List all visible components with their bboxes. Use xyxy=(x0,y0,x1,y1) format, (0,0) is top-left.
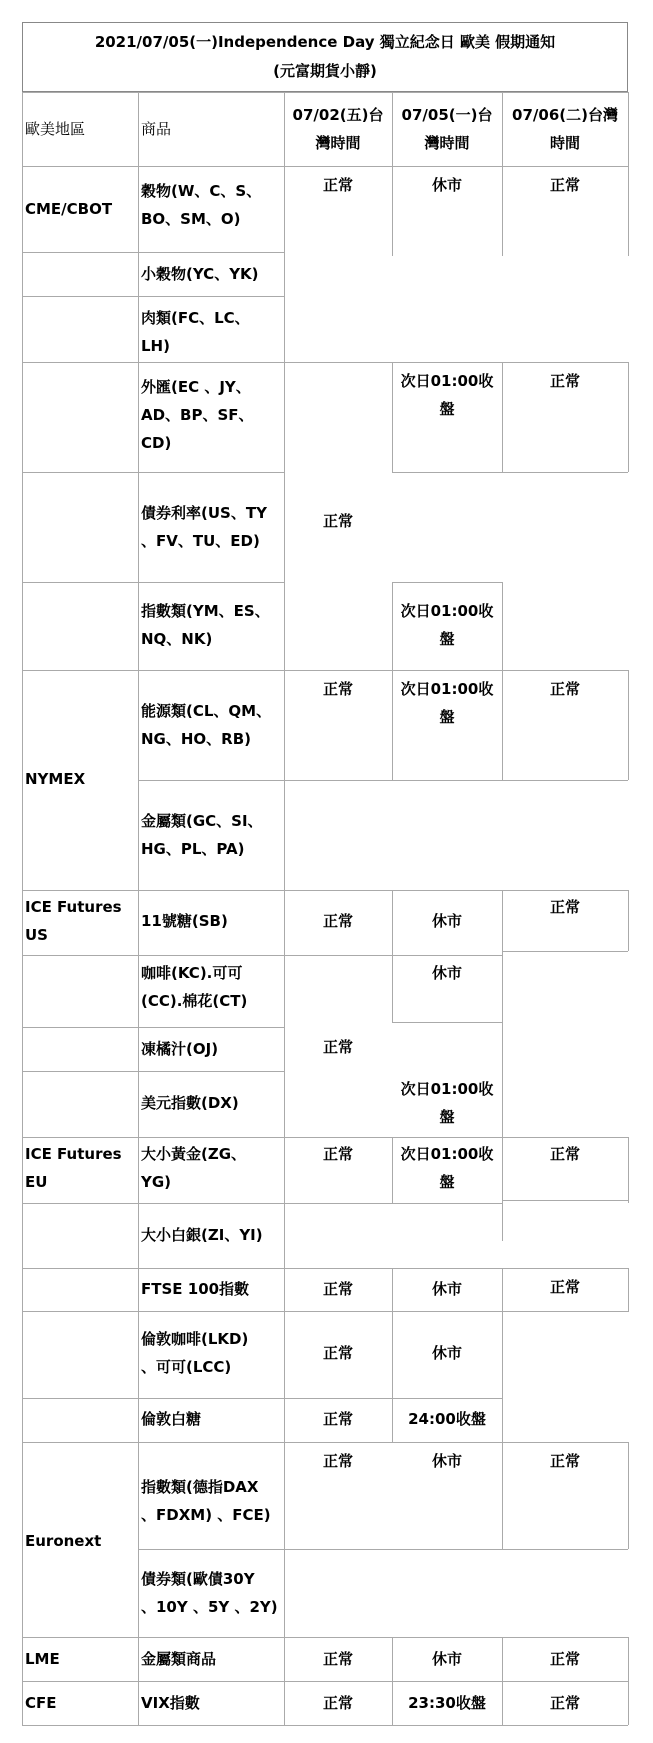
grid-line xyxy=(22,955,502,956)
status-cell: 正常 xyxy=(322,680,354,698)
grid-line xyxy=(138,92,139,1726)
product-gold-line2: YG) xyxy=(141,1173,172,1191)
product-energy-line2: NG、HO、RB) xyxy=(141,730,252,748)
grid-line xyxy=(22,166,628,167)
status-cell: 正常 xyxy=(322,176,354,194)
status-cell: 正常 xyxy=(322,912,354,930)
region-ice-eu-line1: ICE Futures xyxy=(25,1145,122,1163)
grid-line xyxy=(138,780,628,781)
product-coffee-line1: 咖啡(KC).可可 xyxy=(141,964,243,982)
grid-line xyxy=(392,582,502,583)
status-cell: 23:30收盤 xyxy=(408,1694,486,1712)
product-energy-line1: 能源類(CL、QM、 xyxy=(141,702,272,720)
product-meats-line2: LH) xyxy=(141,337,170,355)
region-nymex: NYMEX xyxy=(25,770,86,788)
product-euro-index-line1: 指數類(德指DAX xyxy=(141,1478,259,1496)
grid-line xyxy=(22,1398,502,1399)
product-ftse: FTSE 100指數 xyxy=(141,1280,250,1298)
status-cell: 正常 xyxy=(549,176,581,194)
product-grains-line2: BO、SM、O) xyxy=(141,210,241,228)
grid-line xyxy=(628,92,629,256)
grid-line xyxy=(138,1549,628,1550)
grid-line xyxy=(502,1200,628,1201)
region-ice-eu-line2: EU xyxy=(25,1173,48,1191)
product-bonds-line1: 債券利率(US、TY xyxy=(141,504,267,522)
grid-line xyxy=(22,1137,628,1138)
grid-line xyxy=(502,1268,503,1442)
status-cell: 24:00收盤 xyxy=(408,1410,486,1428)
product-london-coffee-line2: 、可可(LCC) xyxy=(141,1358,232,1376)
status-cell: 正常 xyxy=(322,512,354,530)
grid-line xyxy=(22,1071,284,1072)
grid-line xyxy=(22,670,628,671)
product-euro-index-line2: 、FDXM) 、FCE) xyxy=(141,1506,271,1524)
grid-line xyxy=(628,1442,629,1549)
grid-line xyxy=(628,1268,629,1312)
grid-line xyxy=(392,1137,393,1203)
grid-line xyxy=(22,252,284,253)
product-grains-line1: 穀物(W、C、S、 xyxy=(141,182,262,200)
grid-line xyxy=(502,92,503,256)
header-day3-line1: 07/06(二)台灣 xyxy=(512,106,618,124)
grid-line xyxy=(22,1203,502,1204)
grid-line xyxy=(392,472,628,473)
product-london-sugar: 倫敦白糖 xyxy=(141,1410,202,1428)
grid-line xyxy=(22,472,284,473)
product-euro-bonds-line1: 債券類(歐債30Y xyxy=(141,1570,255,1588)
region-cme-cbot: CME/CBOT xyxy=(25,200,113,218)
grid-line xyxy=(628,890,629,951)
product-gold-line1: 大小黃金(ZG、 xyxy=(141,1145,247,1163)
grid-line xyxy=(22,296,284,297)
status-cell: 正常 xyxy=(322,1344,354,1362)
product-lme-metals: 金屬類商品 xyxy=(141,1650,217,1668)
status-cell: 次日01:00收 xyxy=(400,680,494,698)
product-london-coffee-line1: 倫敦咖啡(LKD) xyxy=(141,1330,249,1348)
product-fx-line1: 外匯(EC 、JY、 xyxy=(141,378,251,396)
grid-line xyxy=(502,582,503,670)
status-cell: 正常 xyxy=(549,1452,581,1470)
product-index-line1: 指數類(YM、ES、 xyxy=(141,602,270,620)
grid-line xyxy=(392,670,393,780)
product-fx-line3: CD) xyxy=(141,434,172,452)
status-cell: 次日01:00收 xyxy=(400,602,494,620)
status-cell: 正常 xyxy=(322,1694,354,1712)
grid-line xyxy=(22,92,23,1726)
region-ice-us-line2: US xyxy=(25,926,48,944)
status-cell: 正常 xyxy=(322,1280,354,1298)
status-cell: 次日01:00收 xyxy=(400,1145,494,1163)
status-cell: 盤 xyxy=(439,1108,455,1126)
product-metals-line2: HG、PL、PA) xyxy=(141,840,245,858)
grid-line xyxy=(22,582,284,583)
header-day2-line2: 灣時間 xyxy=(424,134,470,152)
grid-line xyxy=(392,92,393,256)
status-cell: 休市 xyxy=(431,912,463,930)
status-cell: 休市 xyxy=(431,1280,463,1298)
region-ice-us-line1: ICE Futures xyxy=(25,898,122,916)
product-fx-line2: AD、BP、SF、 xyxy=(141,406,254,424)
region-cfe: CFE xyxy=(25,1694,57,1712)
status-cell: 盤 xyxy=(439,630,455,648)
grid-line xyxy=(502,890,503,1241)
grid-line xyxy=(22,1268,628,1269)
grid-line xyxy=(392,1637,393,1725)
status-cell: 正常 xyxy=(549,898,581,916)
grid-line xyxy=(392,1022,502,1023)
status-cell: 正常 xyxy=(322,1410,354,1428)
grid-line xyxy=(22,362,628,363)
status-cell: 正常 xyxy=(549,1278,581,1296)
grid-line xyxy=(284,92,285,1726)
status-cell: 正常 xyxy=(322,1145,354,1163)
grid-line xyxy=(628,1637,629,1725)
product-sugar11: 11號糖(SB) xyxy=(141,912,228,930)
status-cell: 盤 xyxy=(439,708,455,726)
product-bonds-line2: 、FV、TU、ED) xyxy=(141,532,260,550)
status-cell: 正常 xyxy=(549,1145,581,1163)
grid-line xyxy=(22,1681,628,1682)
header-day2-line1: 07/05(一)台 xyxy=(401,106,493,124)
grid-line xyxy=(628,362,629,472)
grid-line xyxy=(392,890,393,1022)
notice-title xyxy=(22,22,628,92)
status-cell: 盤 xyxy=(439,1173,455,1191)
grid-line xyxy=(502,362,503,472)
status-cell: 正常 xyxy=(549,372,581,390)
status-cell: 正常 xyxy=(549,1694,581,1712)
status-cell: 正常 xyxy=(322,1650,354,1668)
grid-line xyxy=(502,951,628,952)
region-euronext: Euronext xyxy=(25,1532,102,1550)
status-cell: 休市 xyxy=(431,964,463,982)
status-cell: 休市 xyxy=(431,176,463,194)
grid-line xyxy=(22,1027,284,1028)
grid-line xyxy=(502,1637,503,1725)
grid-line xyxy=(502,670,503,780)
product-silver: 大小白銀(ZI、YI) xyxy=(141,1226,263,1244)
product-oj: 凍橘汁(OJ) xyxy=(141,1040,219,1058)
notice-title-line2: (元富期貨小靜) xyxy=(273,62,377,80)
grid-line xyxy=(22,92,628,93)
header-day1-line2: 灣時間 xyxy=(315,134,361,152)
product-small-grains: 小穀物(YC、YK) xyxy=(141,265,259,283)
status-cell: 正常 xyxy=(549,680,581,698)
header-product: 商品 xyxy=(141,120,172,138)
grid-line xyxy=(22,1442,628,1443)
grid-line xyxy=(22,1725,628,1726)
grid-line xyxy=(22,1637,628,1638)
grid-line xyxy=(628,670,629,780)
status-cell: 正常 xyxy=(322,1038,354,1056)
grid-line xyxy=(502,1442,503,1549)
status-cell: 正常 xyxy=(322,1452,354,1470)
grid-line xyxy=(392,582,393,670)
region-lme: LME xyxy=(25,1650,60,1668)
notice-title-line1: 2021/07/05(一)Independence Day 獨立紀念日 歐美 假期通知 xyxy=(94,33,556,51)
status-cell: 正常 xyxy=(549,1650,581,1668)
product-euro-bonds-line2: 、10Y 、5Y 、2Y) xyxy=(141,1598,278,1616)
product-index-line2: NQ、NK) xyxy=(141,630,213,648)
status-cell: 休市 xyxy=(431,1452,463,1470)
header-day1-line1: 07/02(五)台 xyxy=(292,106,384,124)
product-metals-line1: 金屬類(GC、SI、 xyxy=(141,812,263,830)
header-region: 歐美地區 xyxy=(25,120,86,138)
status-cell: 次日01:00收 xyxy=(400,1080,494,1098)
grid-line xyxy=(392,362,393,472)
product-dx: 美元指數(DX) xyxy=(141,1094,239,1112)
grid-line xyxy=(22,890,628,891)
grid-line xyxy=(628,1137,629,1203)
status-cell: 休市 xyxy=(431,1344,463,1362)
product-coffee-line2: (CC).棉花(CT) xyxy=(141,992,248,1010)
header-day3-line2: 時間 xyxy=(549,134,581,152)
product-vix: VIX指數 xyxy=(141,1694,200,1712)
status-cell: 次日01:00收 xyxy=(400,372,494,390)
status-cell: 休市 xyxy=(431,1650,463,1668)
grid-line xyxy=(392,1268,393,1442)
status-cell: 盤 xyxy=(439,400,455,418)
product-meats-line1: 肉類(FC、LC、 xyxy=(141,309,250,327)
grid-line xyxy=(22,1311,628,1312)
